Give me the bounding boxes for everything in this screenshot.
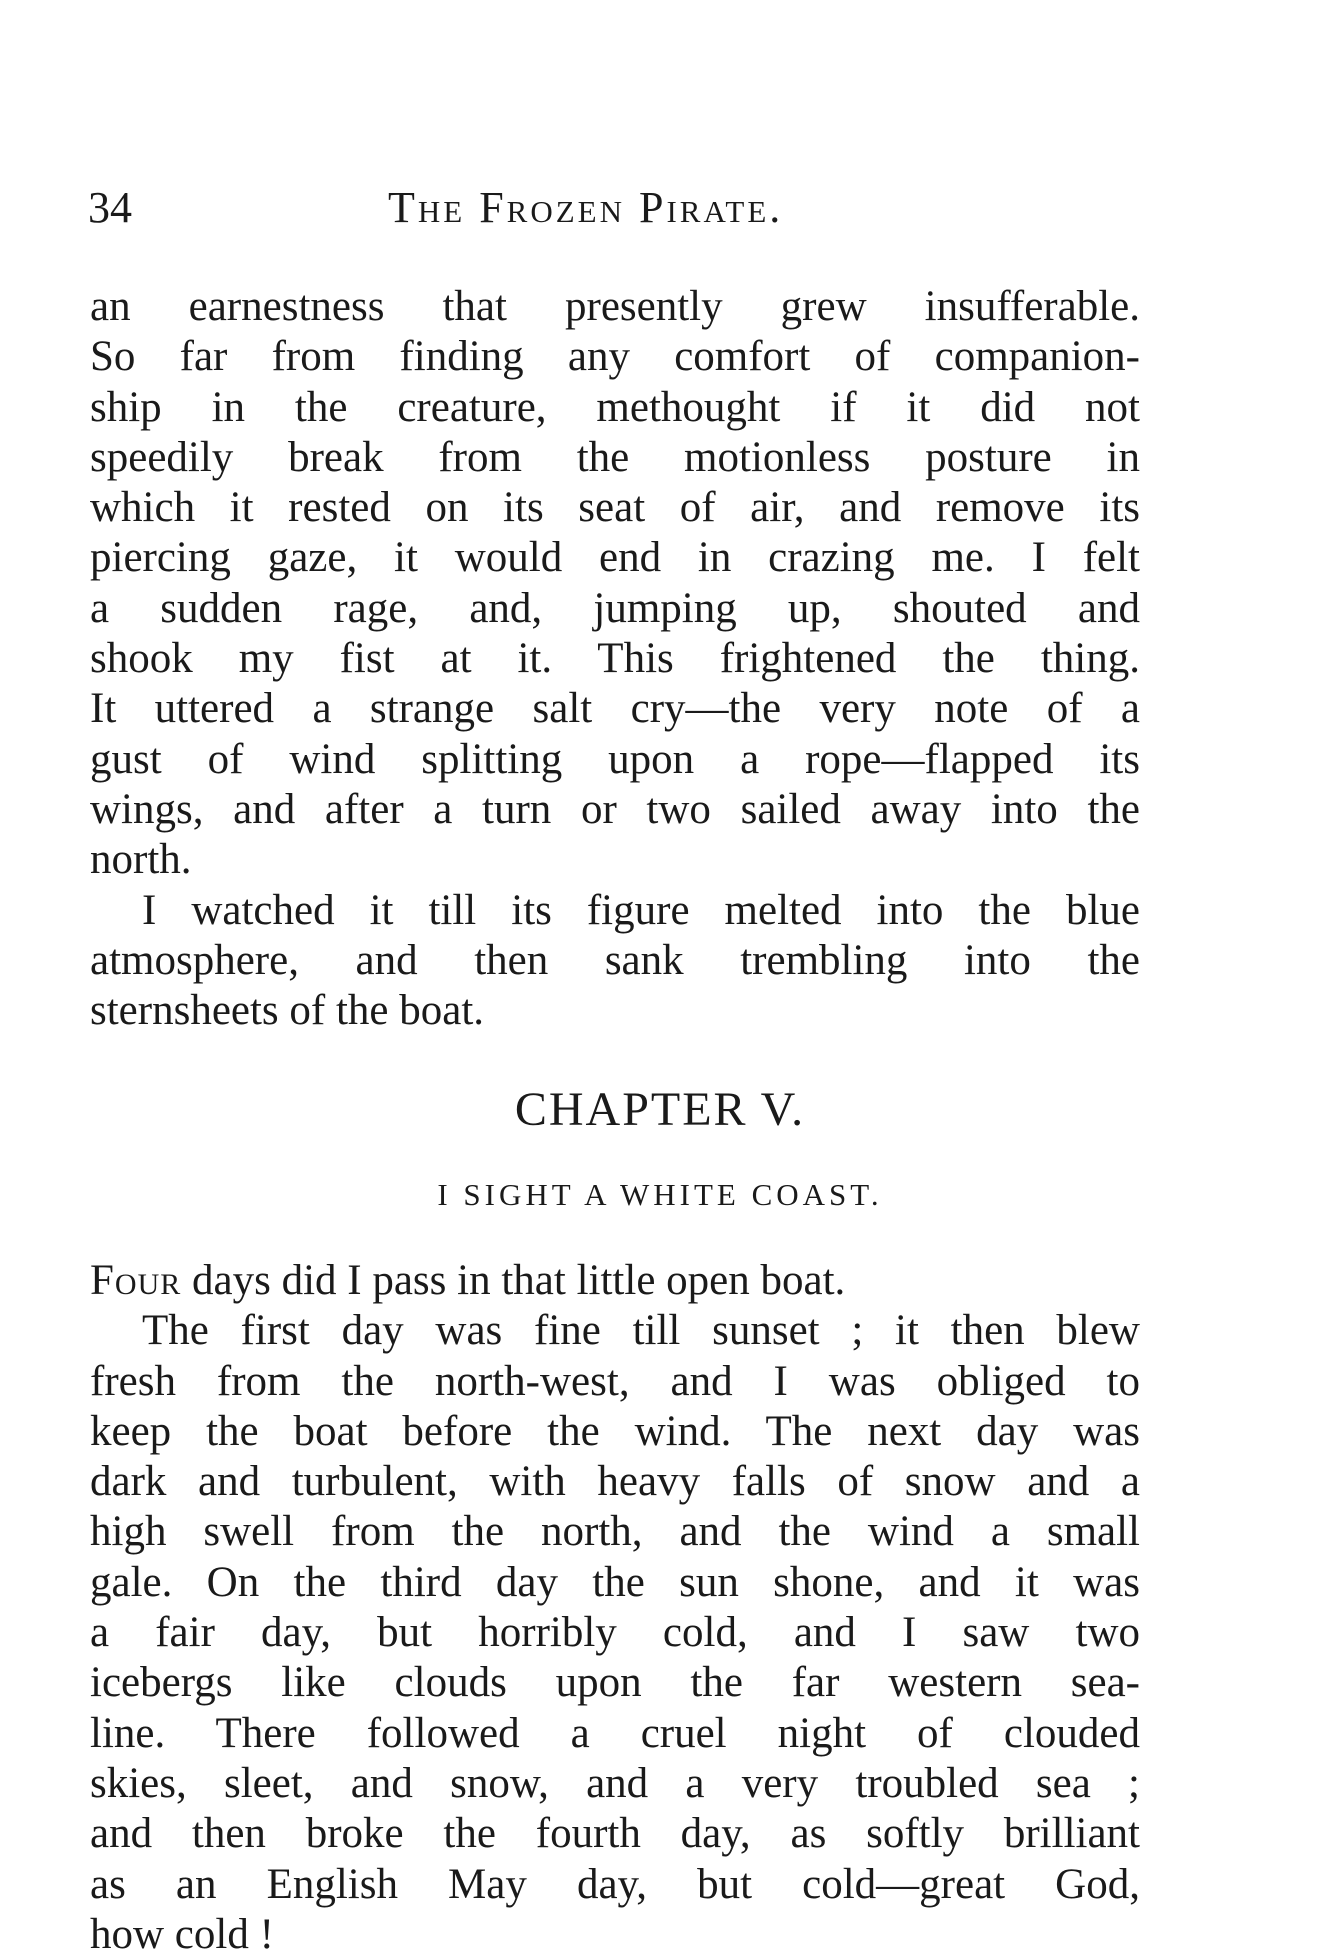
opening-word: Four (90, 1257, 182, 1304)
page-number: 34 (88, 183, 132, 232)
body-text-chapter (90, 1256, 1140, 1960)
text-line: shook my fist at it. This frightened the thing. (90, 635, 1140, 683)
text-line: fresh from the north-west, and I was obliged to (90, 1357, 1140, 1405)
running-title: The Frozen Pirate. (388, 183, 784, 232)
paragraph (90, 886, 1140, 1037)
text-line: line. There followed a cruel night of clouded (90, 1709, 1140, 1757)
paragraph (90, 1306, 1140, 1960)
text-line: which it rested on its seat of air, and remove its (90, 484, 1140, 532)
text-line: sternsheets of the boat. (90, 987, 485, 1035)
text-line: how cold ! (90, 1910, 274, 1958)
running-header (88, 178, 1148, 238)
text-line: an earnestness that presently grew insufferable. (90, 283, 1140, 330)
text-line: gale. On the third day the sun shone, and it was (90, 1558, 1140, 1606)
text-line: north. (90, 836, 192, 884)
body-text-top (90, 282, 1140, 1036)
text-line: skies, sleet, and snow, and a very troubled sea ; (90, 1759, 1140, 1807)
text-line: speedily break from the motionless posture in (90, 433, 1140, 481)
opening-line-rest: days did I pass in that little open boat. (181, 1257, 846, 1304)
paragraph-opening (90, 1256, 1140, 1306)
text-line: ship in the creature, methought if it did not (90, 383, 1140, 431)
text-line: a fair day, but horribly cold, and I saw two (90, 1609, 1140, 1657)
text-line: icebergs like clouds upon the far western sea- (90, 1659, 1140, 1707)
text-line: high swell from the north, and the wind a small (90, 1508, 1140, 1556)
text-line: a sudden rage, and, jumping up, shouted and (90, 584, 1140, 632)
chapter-subtitle: I SIGHT A WHITE COAST. (437, 1177, 883, 1212)
text-line: and then broke the fourth day, as softly brilliant (90, 1810, 1140, 1858)
text-line: dark and turbulent, with heavy falls of snow and a (90, 1458, 1140, 1506)
paragraph-continuation (90, 282, 1140, 886)
text-line: as an English May day, but cold—great God, (90, 1860, 1140, 1908)
text-line: wings, and after a turn or two sailed away into the (90, 785, 1140, 833)
text-line (90, 1256, 1140, 1306)
text-line: atmosphere, and then sank trembling into the (90, 936, 1140, 984)
text-line: piercing gaze, it would end in crazing me. I felt (90, 534, 1140, 582)
text-line: gust of wind splitting upon a rope—flapped its (90, 735, 1140, 783)
text-line: The first day was fine till sunset ; it then blew (142, 1307, 1140, 1355)
text-line: So far from finding any comfort of companion- (90, 333, 1140, 381)
text-line: keep the boat before the wind. The next day was (90, 1407, 1140, 1455)
chapter-title: CHAPTER V. (514, 1083, 806, 1136)
text-line: It uttered a strange salt cry—the very note of a (90, 685, 1140, 733)
text-line: I watched it till its figure melted into the blue (142, 886, 1140, 934)
